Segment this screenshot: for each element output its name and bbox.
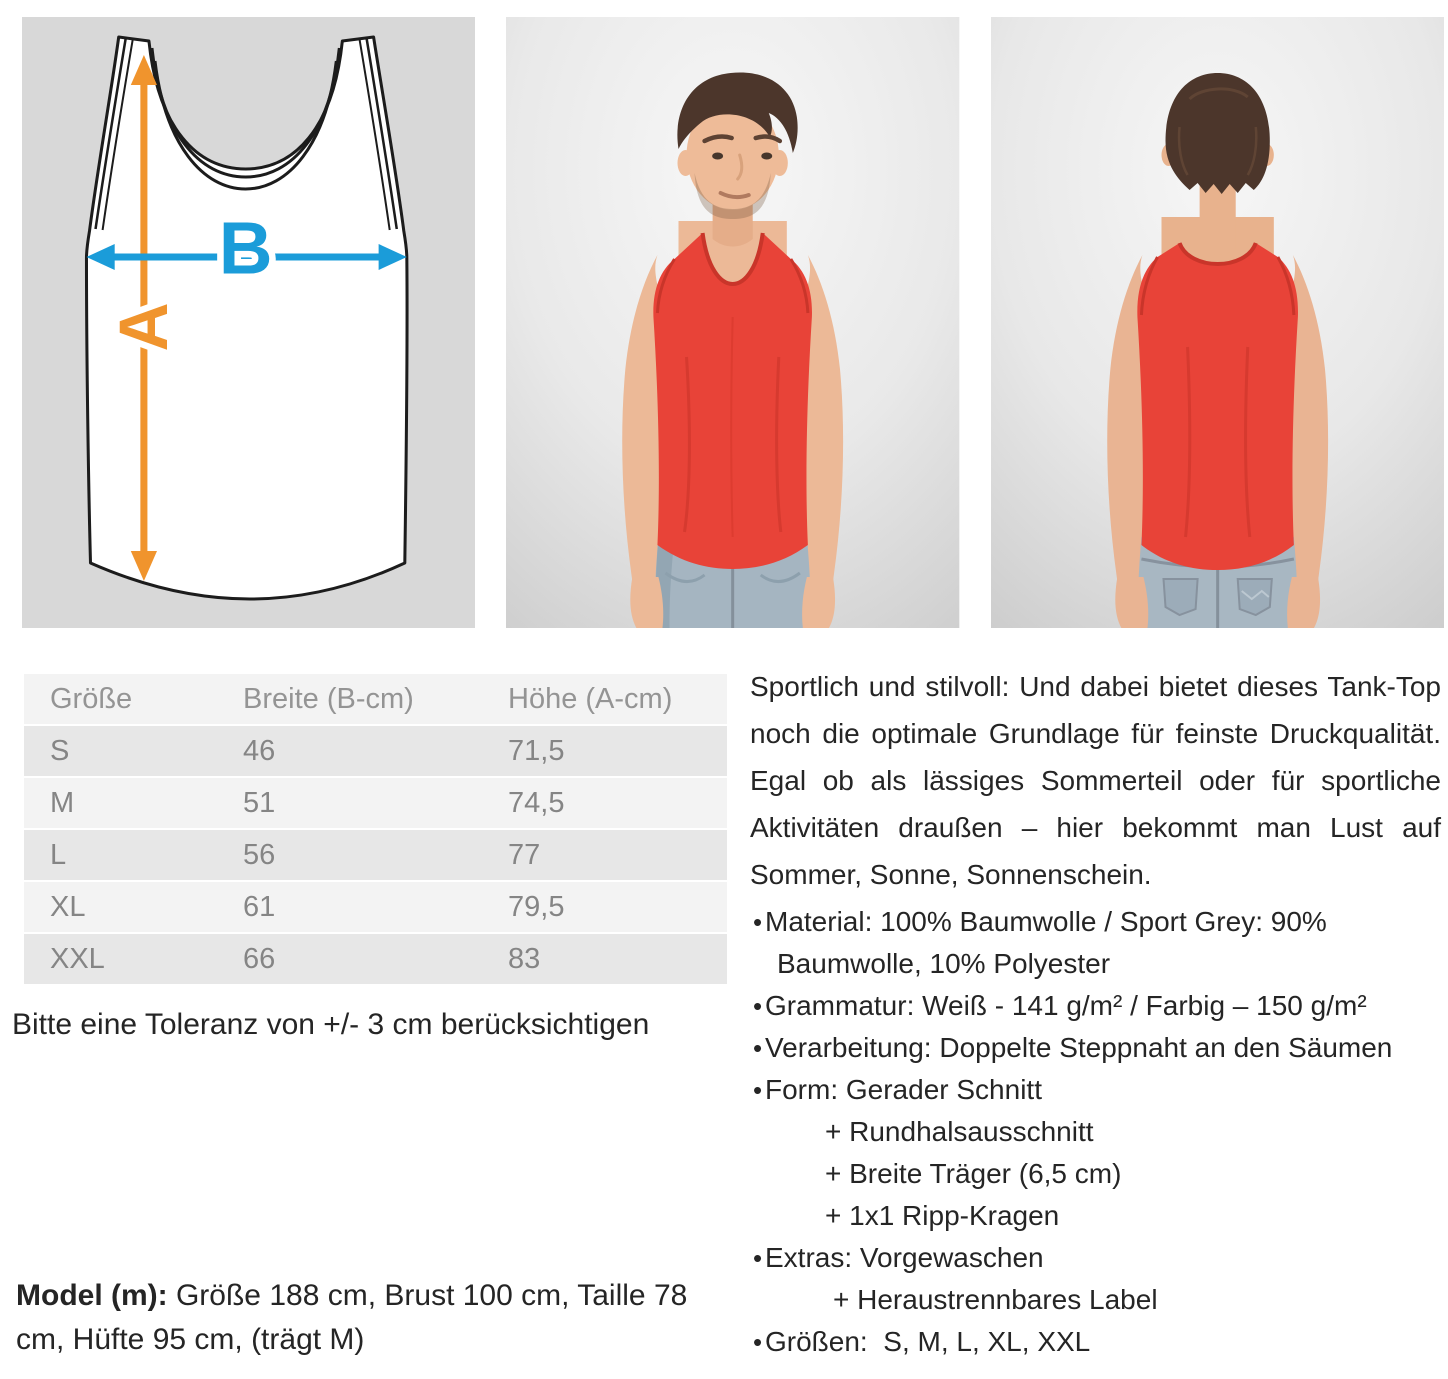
- cell-size: XXL: [50, 942, 105, 975]
- cell-width: 61: [243, 890, 276, 923]
- spec-subitem-traeger: [750, 1153, 1446, 1195]
- spec-text: Baumwolle, 10% Polyester: [777, 948, 1111, 979]
- size-table: [24, 674, 727, 986]
- col-header-height: Höhe (A-cm): [508, 682, 673, 715]
- cell-height: 77: [508, 838, 541, 871]
- spec-text: + 1x1 Ripp-Kragen: [825, 1200, 1060, 1231]
- table-row: [24, 882, 727, 932]
- spec-item-verarbeitung: [750, 1027, 1446, 1069]
- table-row: [24, 778, 727, 828]
- bullet-dot: •: [753, 1075, 763, 1105]
- product-image-row: [22, 17, 1444, 628]
- spec-item-groessen: [750, 1321, 1446, 1363]
- table-row: [24, 830, 727, 880]
- tolerance-note: Bitte eine Toleranz von +/- 3 cm berücksichtigen: [12, 1008, 650, 1041]
- spec-text: Form: Gerader Schnitt: [765, 1074, 1042, 1105]
- cell-height: 74,5: [508, 786, 565, 819]
- measure-label-b: B: [218, 206, 273, 290]
- model-photo-front: [506, 17, 959, 628]
- spec-item-extras: [750, 1237, 1446, 1279]
- bullet-dot: •: [753, 1327, 763, 1357]
- cell-width: 66: [243, 942, 276, 975]
- spec-text: Extras: Vorgewaschen: [765, 1242, 1044, 1273]
- spec-text: Größen: S, M, L, XL, XXL: [765, 1326, 1091, 1357]
- model-photo-back: [991, 17, 1444, 628]
- cell-size: M: [50, 786, 75, 819]
- spec-subitem-rundhals: [750, 1111, 1446, 1153]
- measure-label-a: A: [105, 302, 183, 352]
- cell-size: S: [50, 734, 70, 767]
- col-header-width: Breite (B-cm): [243, 682, 414, 715]
- spec-text: Material: 100% Baumwolle / Sport Grey: 90%: [765, 906, 1327, 937]
- cell-size: XL: [50, 890, 86, 923]
- cell-width: 56: [243, 838, 276, 871]
- size-table-header-row: [24, 674, 727, 724]
- spec-text: + Heraustrennbares Label: [833, 1284, 1158, 1315]
- spec-subitem-ripp: [750, 1195, 1446, 1237]
- model-front-illustration: [506, 17, 959, 628]
- cell-size: L: [50, 838, 67, 871]
- product-spec-list: [750, 901, 1446, 1363]
- cell-height: 79,5: [508, 890, 565, 923]
- spec-item-material-cont: [750, 943, 1446, 985]
- cell-width: 51: [243, 786, 276, 819]
- spec-subitem-label: [750, 1279, 1446, 1321]
- spec-text: Grammatur: Weiß - 141 g/m² / Farbig – 150 g/m²: [765, 990, 1367, 1021]
- table-row: [24, 934, 727, 984]
- cell-height: 83: [508, 942, 541, 975]
- spec-item-form: [750, 1069, 1446, 1111]
- spec-text: + Breite Träger (6,5 cm): [825, 1158, 1122, 1189]
- spec-item-grammatur: [750, 985, 1446, 1027]
- bullet-dot: •: [753, 907, 763, 937]
- spec-item-material: [750, 901, 1446, 943]
- bullet-dot: •: [753, 1243, 763, 1273]
- spec-text: Verarbeitung: Doppelte Steppnaht an den Säumen: [765, 1032, 1393, 1063]
- model-measurements: [16, 1274, 726, 1362]
- col-header-size: Größe: [50, 682, 133, 715]
- tank-top-measurement-diagram: [22, 17, 475, 628]
- cell-height: 71,5: [508, 734, 565, 767]
- cell-width: 46: [243, 734, 276, 767]
- table-row: [24, 726, 727, 776]
- bullet-dot: •: [753, 991, 763, 1021]
- size-diagram-panel: [22, 17, 475, 628]
- model-details: Größe 188 cm, Brust 100 cm, Taille 78 cm, Hüfte 95 cm, (trägt M): [16, 1279, 688, 1356]
- product-description: Sportlich und stilvoll: Und dabei bietet dieses Tank-Top noch die optimale Grundlage für feinste Druckqualität. Egal ob als lässiges Sommerteil oder für sportliche Aktivitäten draußen – hier bekommt man Lust auf Sommer, Sonne, Sonnenschein.: [750, 671, 1441, 890]
- model-back-illustration: [991, 17, 1444, 628]
- model-label: Model (m):: [16, 1279, 168, 1312]
- spec-text: + Rundhalsausschnitt: [825, 1116, 1094, 1147]
- bullet-dot: •: [753, 1033, 763, 1063]
